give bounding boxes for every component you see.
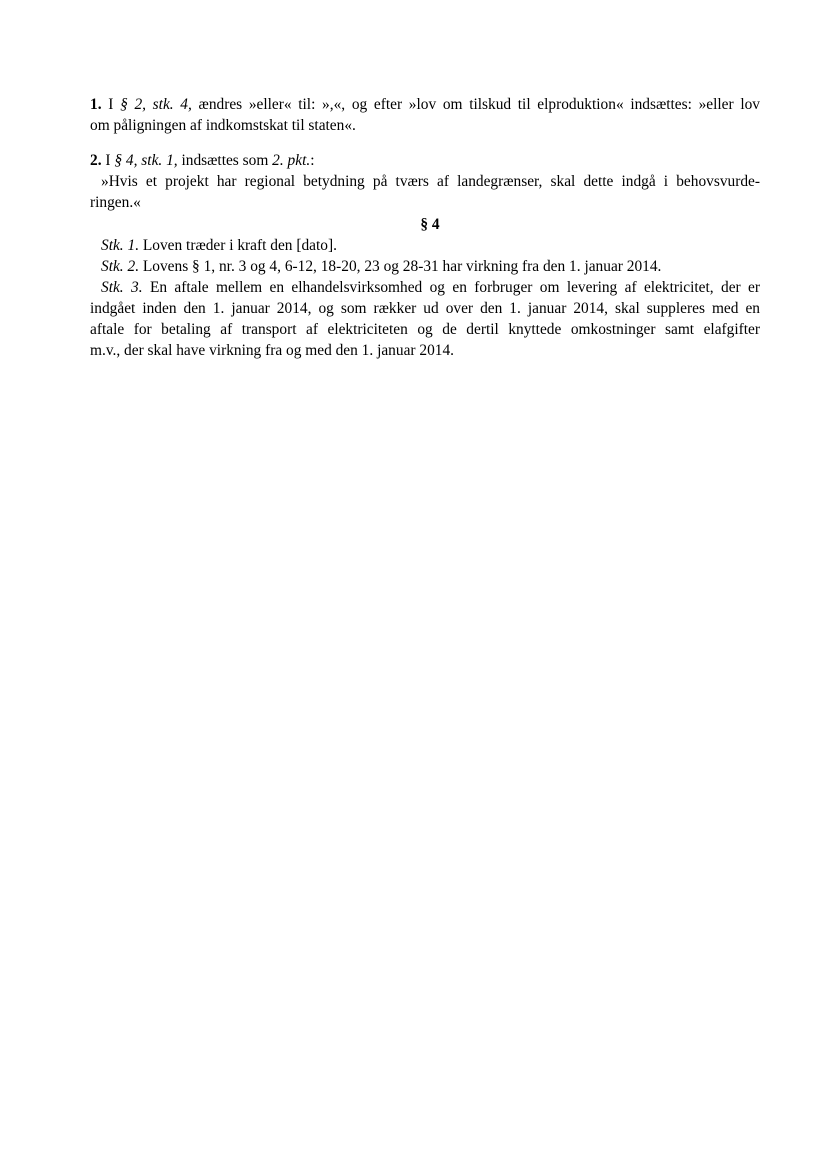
stk-3-line-2: indgået inden den 1. januar 2014, og som rækker ud over den 1. januar 2014, skal suppleres med en	[90, 300, 760, 317]
item-2-number: 2.	[90, 152, 102, 169]
stk-1-paragraph	[90, 235, 760, 256]
stk-2-label: Stk. 2.	[101, 258, 140, 275]
stk-2-paragraph	[90, 256, 760, 277]
item-1-line-2: om påligningen af indkomstskat til staten«.	[90, 117, 356, 134]
item-2-intro: I	[101, 152, 115, 169]
stk-2-text: Lovens § 1, nr. 3 og 4, 6-12, 18-20, 23 og 28-31 har virkning fra den 1. januar 2014.	[139, 258, 662, 275]
item-1-text: ændres »eller« til: »,«, og efter »lov om tilskud til elproduktion« indsættes: »eller lov	[191, 96, 760, 113]
stk-3-line-3: aftale for betaling af transport af elektriciteten og de dertil knyttede omkostninger samt elafgifter	[90, 321, 760, 338]
stk-3-label: Stk. 3.	[101, 279, 143, 296]
stk-3-line-4: m.v., der skal have virkning fra og med den 1. januar 2014.	[90, 342, 455, 359]
stk-3-text-1: En aftale mellem en elhandelsvirksomhed og en forbruger om levering af elektricitet, der er	[142, 279, 760, 296]
item-2-quote-line-1: »Hvis et projekt har regional betydning på tværs af landegrænser, skal dette indgå i behovsvurde-	[101, 173, 760, 190]
item-2-quote-line-2: ringen.«	[90, 194, 141, 211]
item-1-number: 1.	[90, 96, 102, 113]
item-1-reference: § 2, stk. 4,	[120, 96, 192, 113]
item-2-mid: indsættes som	[177, 152, 273, 169]
item-2-reference: § 4, stk. 1,	[114, 152, 178, 169]
item-2-pkt: 2. pkt.	[272, 152, 311, 169]
document-page	[90, 94, 760, 361]
item-1-intro: I	[101, 96, 121, 113]
item-1-line-1	[90, 94, 760, 115]
stk-3-line-1	[90, 277, 760, 298]
item-2-line-1	[90, 150, 760, 171]
stk-1-text: Loven træder i kraft den [dato].	[139, 237, 337, 254]
paragraph-gap	[90, 136, 760, 150]
section-heading: § 4	[420, 216, 440, 233]
stk-1-label: Stk. 1.	[101, 237, 140, 254]
item-2-colon: :	[310, 152, 315, 169]
